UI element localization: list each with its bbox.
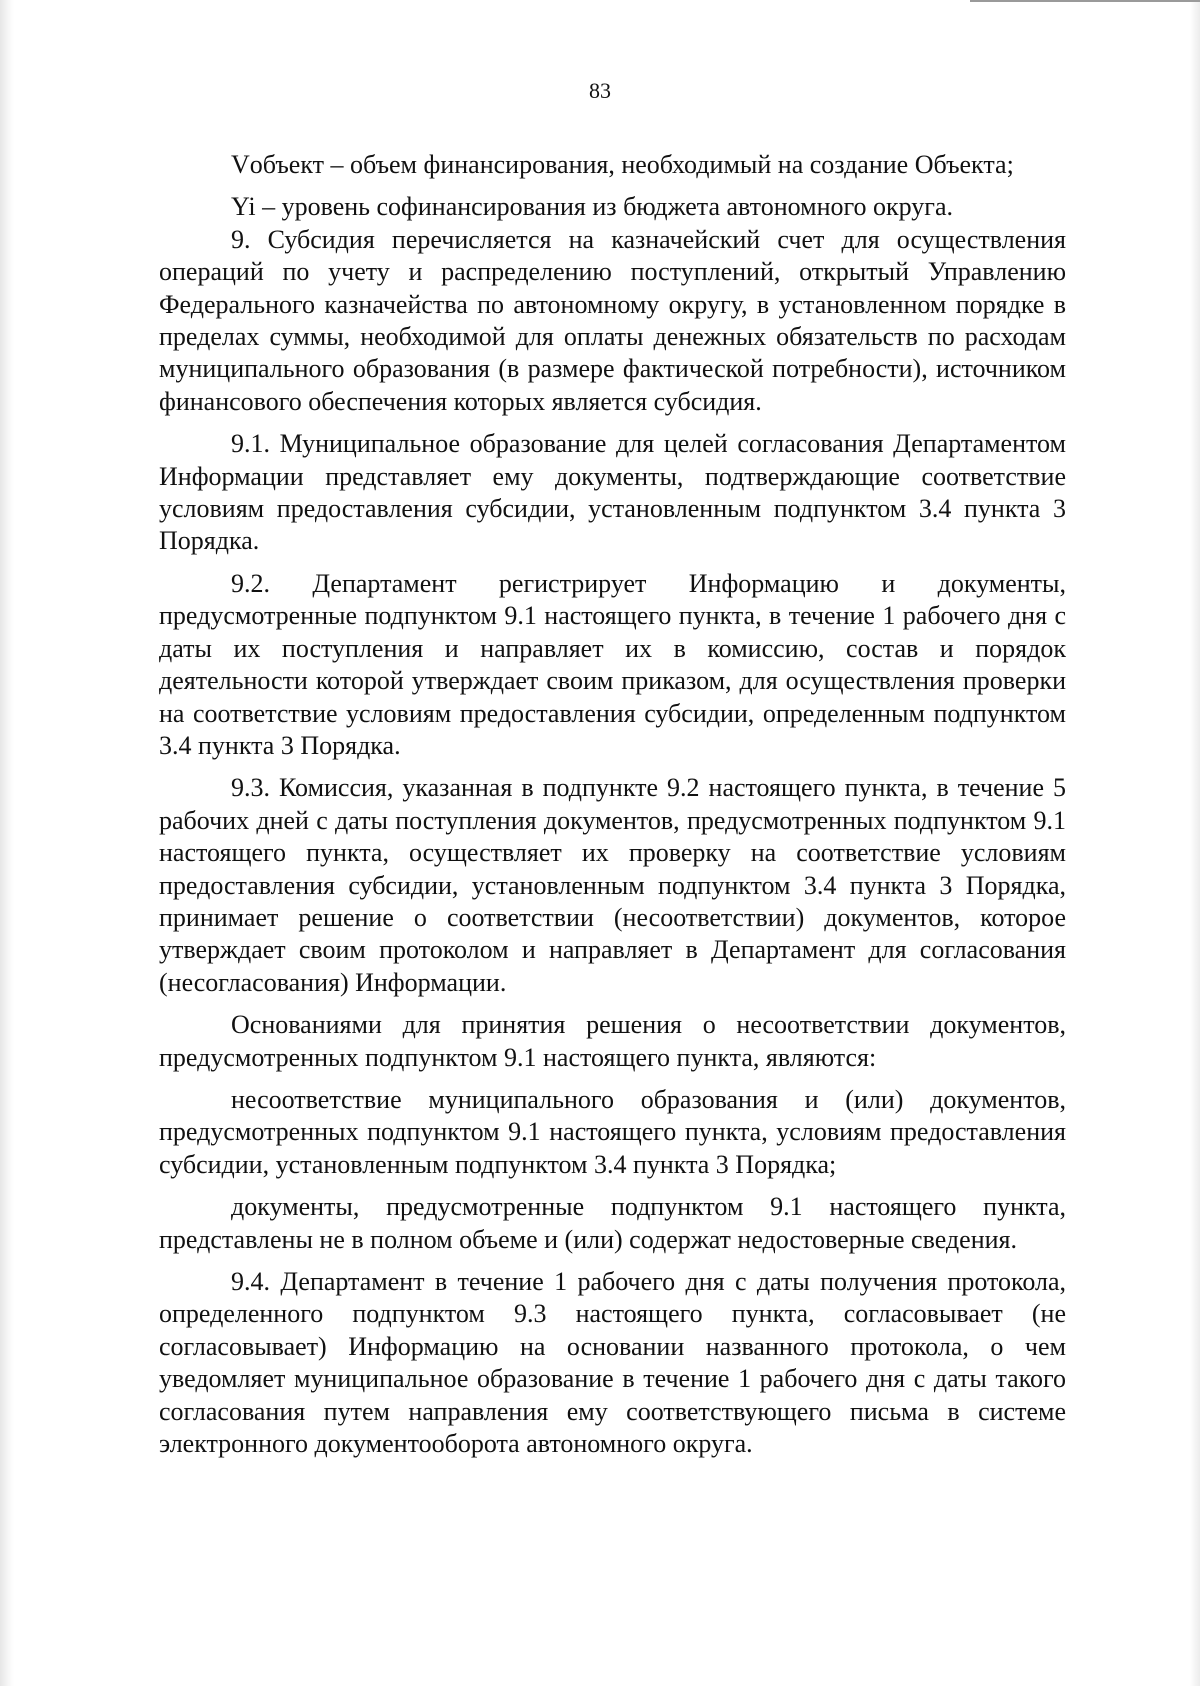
paragraph-9-3: 9.3. Комиссия, указанная в подпункте 9.2 настоящего пункта, в течение 5 рабочих дней с даты поступления документов, предусмотренных подпунктом 9.1 настоящего пункта, осуществляет их проверку на соответствие условиям предоставления субсидии, установленным подпунктом 3.4 пункта 3 Порядка, принимает решение о соответствии (несоответствии) документов, которое утверждает своим протоколом и направляет в Департамент для согласования (несогласования) Информации. — [159, 773, 1066, 997]
paragraph-9-1: 9.1. Муниципальное образование для целей согласования Департаментом Информации представляет ему документы, подтверждающие соответствие условиям предоставления субсидии, установленным подпунктом 3.4 пункта 3 Порядка. — [159, 429, 1066, 556]
scan-edge-right — [1190, 0, 1200, 1686]
paragraph-v-object: Vобъект – объем финансирования, необходимый на создание Объекта; — [231, 150, 1014, 179]
paragraph-yi: Yi – уровень софинансирования из бюджета автономного округа. — [231, 192, 953, 222]
paragraph-9-4: 9.4. Департамент в течение 1 рабочего дня с даты получения протокола, определенного подпунктом 9.3 настоящего пункта, согласовывает (не согласовывает) Информацию на основании названного протокола, о чем уведомляет муниципальное образование в течение 1 рабочего дня с даты такого согласования путем направления ему соответствующего письма в системе электронного документооборота автономного округа. — [159, 1267, 1066, 1459]
scan-edge-left — [0, 0, 14, 1686]
paragraph-ground-2: документы, предусмотренные подпунктом 9.1 настоящего пункта, представлены не в полном объеме и (или) содержат недостоверные сведения. — [159, 1192, 1066, 1254]
document-body — [159, 149, 1066, 1460]
page-number: 83 — [589, 78, 611, 103]
paragraph-9-2: 9.2. Департамент регистрирует Информацию и документы, предусмотренные подпунктом 9.1 настоящего пункта, в течение 1 рабочего дня с даты их поступления и направляет их в комиссию, состав и порядок деятельности которой утверждает своим приказом, для осуществления проверки на соответствие условиям предоставления субсидии, определенным подпунктом 3.4 пункта 3 Порядка. — [159, 568, 1066, 760]
paragraph-grounds: Основаниями для принятия решения о несоответствии документов, предусмотренных подпунктом 9.1 настоящего пункта, являются: — [159, 1010, 1066, 1072]
scan-top-rule — [970, 0, 1200, 2]
paragraph-ground-1: несоответствие муниципального образования и (или) документов, предусмотренных подпунктом 9.1 настоящего пункта, условиям предоставления субсидии, установленным подпунктом 3.4 пункта 3 Порядка; — [159, 1084, 1066, 1179]
paragraph-9: 9. Субсидия перечисляется на казначейский счет для осуществления операций по учету и распределению поступлений, открытый Управлению Федерального казначейства по автономному округу, в установленном порядке в пределах суммы, необходимой для оплаты денежных обязательств по расходам муниципального образования (в размере фактической потребности), источником финансового обеспечения которых является субсидия. — [159, 224, 1066, 416]
